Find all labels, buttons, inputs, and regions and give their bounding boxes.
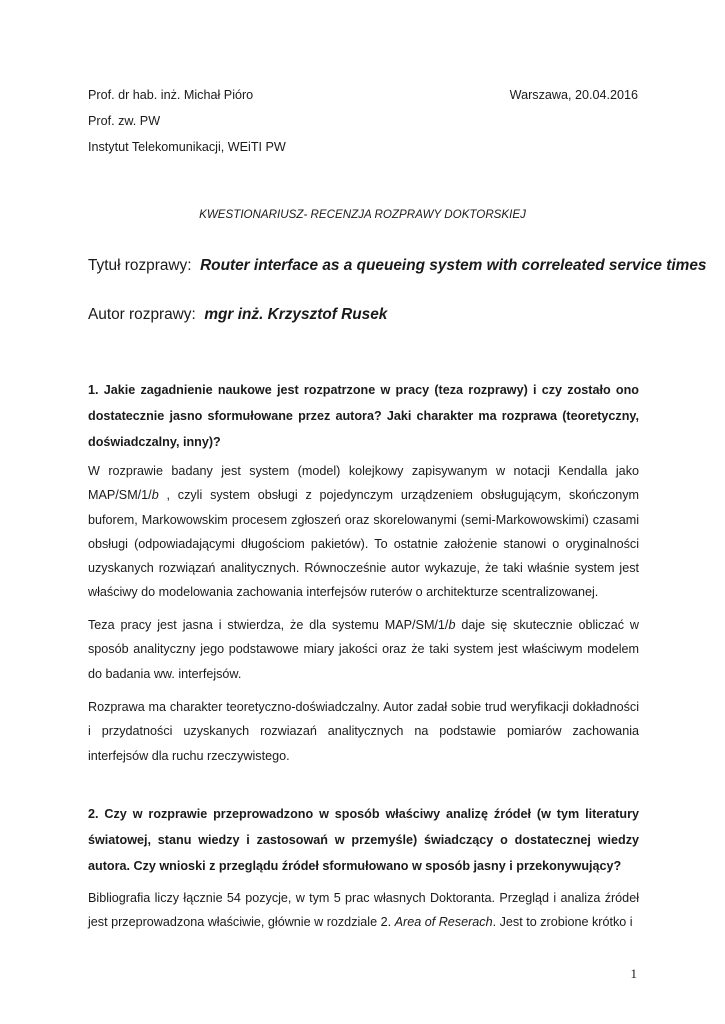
reviewer-position: Prof. zw. PW [88,114,161,128]
thesis-title-line [88,257,706,275]
question-2-text: 2. Czy w rozprawie przeprowadzono w sposób właściwy analizę źródeł (w tym literatury światowej, stanu wiedzy i zastosowań w przemyśle) świadczący o dostatecznej wiedzy autora. Czy wnioski z przeglądu źródeł sformułowano w sposób jasny i przekonywujący? [88,807,639,873]
q1-answer-paragraph-2: Teza pracy jest jasna i stwierdza, że dla systemu MAP/SM/1/b daje się skutecznie obliczać w sposób analityczny jego podstawowe miary jakości oraz że taki system jest właściwym modelem do badania ww. interfejsów. [88,618,639,681]
question-1-text: 1. Jakie zagadnienie naukowe jest rozpatrzone w pracy (teza rozprawy) i czy zostało ono dostatecznie jasno sformułowane przez autora? Jaki charakter ma rozprawa (teoretyczny, doświadczalny, inny)? [88,383,639,449]
thesis-author-value: mgr inż. Krzysztof Rusek [204,306,388,323]
reviewer-name: Prof. dr hab. inż. Michał Pióro [88,88,254,102]
thesis-author-line [88,306,387,324]
place-date: Warszawa, 20.04.2016 [509,88,638,102]
q2-answer-paragraph-1: Bibliografia liczy łącznie 54 pozycje, w tym 5 prac własnych Doktoranta. Przegląd i analiza źródeł jest przeprowadzona właściwie, głównie w rozdziale 2. Area of Reserach. Jest to zrobione krótko i [88,891,639,930]
thesis-title-label: Tytuł rozprawy: [88,257,192,274]
q1-answer-paragraph-1: W rozprawie badany jest system (model) kolejkowy zapisywanym w notacji Kendalla jako MAP/SM/1/b , czyli system obsługi z pojedynczym urządzeniem obsługującym, skończonym buforem, Markowowskim procesem zgłoszeń oraz skorelowanymi (semi-Markowowskimi) czasami obsługi (odpowiadającymi długościom pakietów). To ostatnie założenie stanowi o oryginalności uzyskanych rozwiązań analitycznych. Równocześnie autor wykazuje, że taki właśnie system jest właściwy do modelowania zachowania interfejsów ruterów o architekturze scentralizowanej. [88,464,639,600]
thesis-title-value: Router interface as a queueing system with correleated service times [200,257,707,274]
document-title: KWESTIONARIUSZ- RECENZJA ROZPRAWY DOKTORSKIEJ [199,208,526,221]
thesis-author-label: Autor rozprawy: [88,306,196,323]
reviewer-institute: Instytut Telekomunikacji, WEiTI PW [88,140,286,154]
page-number: 1 [630,966,637,981]
question-1 [88,377,639,455]
question-2 [88,801,639,879]
q1-answer-paragraph-3: Rozprawa ma charakter teoretyczno-doświadczalny. Autor zadał sobie trud weryfikacji dokładności i przydatności uzyskanych rozwiazań analitycznych na podstawie pomiarów zachowania interfejsów dla ruchu rzeczywistego. [88,700,639,763]
